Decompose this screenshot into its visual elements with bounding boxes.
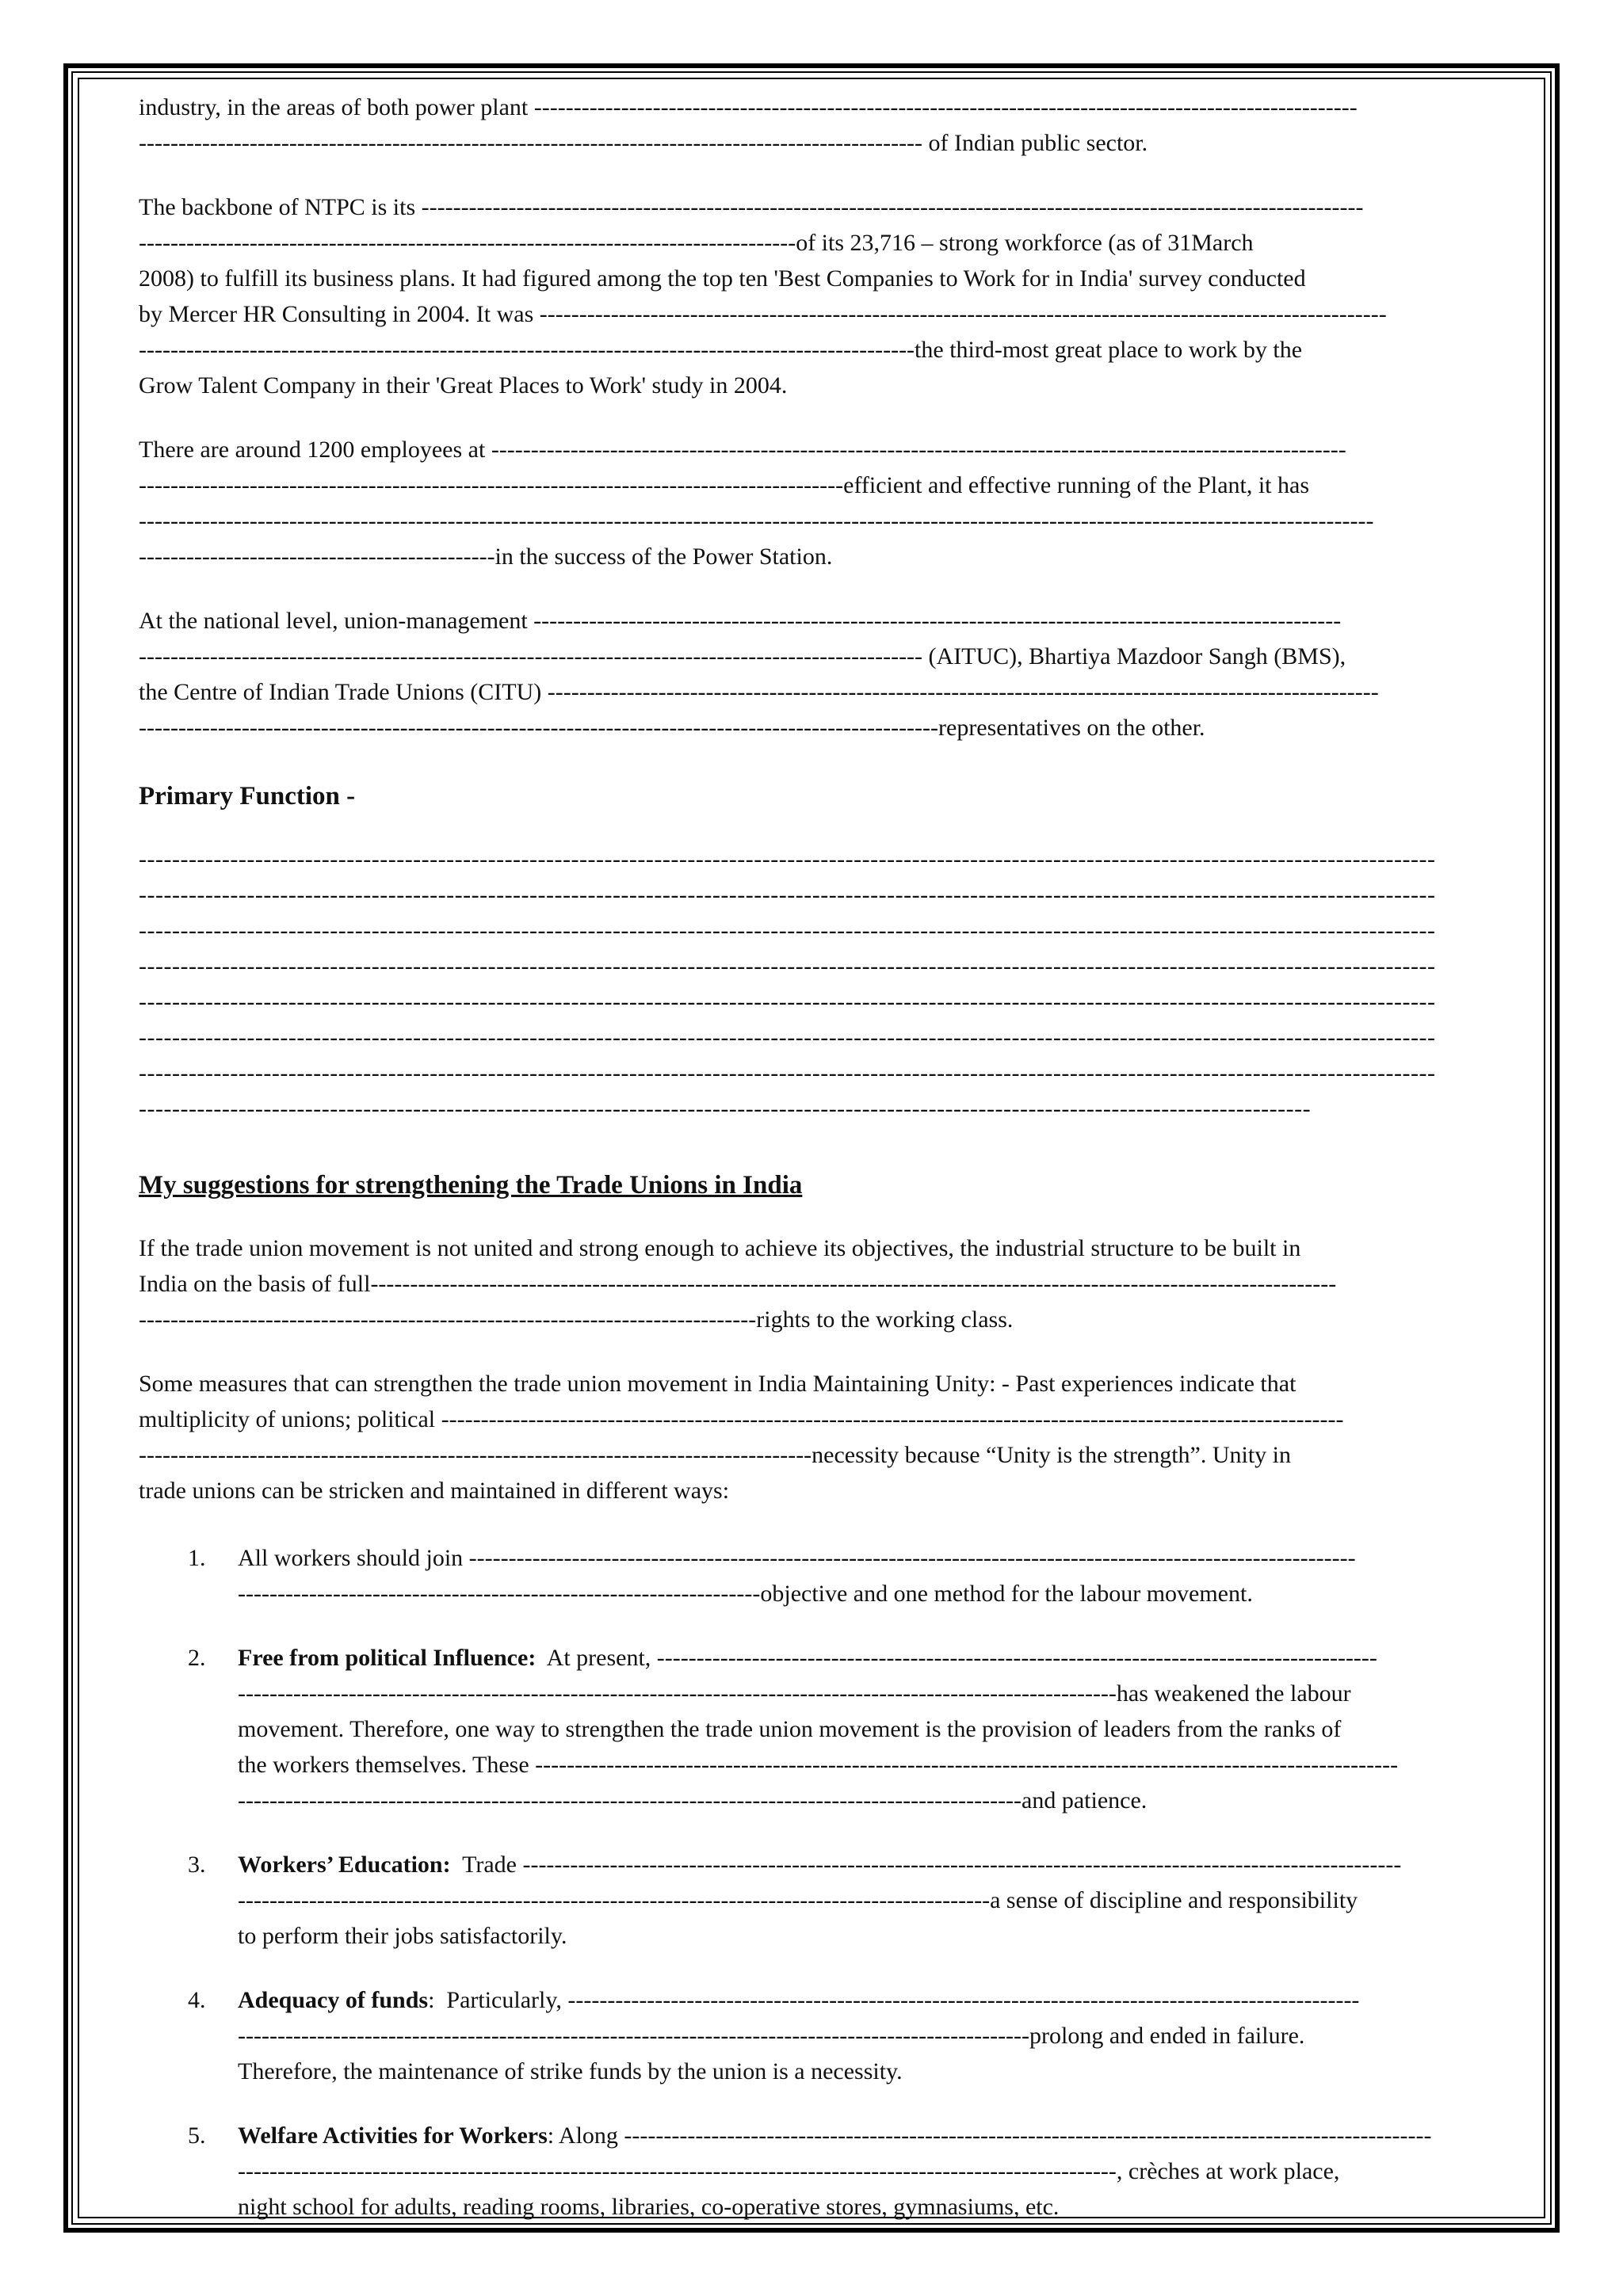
blank-line: ------------------------------------------------------------------------------------------------------------------------------------------------------------ (139, 953, 1436, 979)
text-line: the Centre of Indian Trade Unions (CITU) --------------------------------------------------------------------------------------------------------- (139, 679, 1379, 705)
text-line: -----------------------------------------------------------------------------------------------a sense of discipline and responsibility (238, 1887, 1358, 1913)
text-line: ---------------------------------------------------------------------------------------------------------------, crèches at work place, (238, 2158, 1340, 2184)
list-item-term: Free from political Influence: (238, 1645, 537, 1671)
suggestions-heading: My suggestions for strengthening the Trade Unions in India (139, 1171, 803, 1199)
suggestions-list (139, 1540, 1516, 2225)
text-line: trade unions can be stricken and maintained in different ways: (139, 1478, 730, 1504)
text-line: the workers themselves. These ------------------------------------------------------------------------------------------------------------- (238, 1752, 1399, 1778)
text-line: India on the basis of full-------------------------------------------------------------------------------------------------------------------------- (139, 1271, 1337, 1297)
text-line: At the national level, union-management ------------------------------------------------------------------------------------------------------ (139, 608, 1342, 634)
text-line: to perform their jobs satisfactorily. (238, 1923, 567, 1949)
blank-line: --------------------------------------------------------------------------------------------------------------------------------------------- (139, 1096, 1312, 1122)
text-line: -----------------------------------------------------------------------------------------------------representatives on the other. (139, 715, 1205, 741)
text-line: Some measures that can strengthen the trade union movement in India Maintaining Unity: - Past experiences indicate that (139, 1371, 1296, 1397)
text-line: -----------------------------------------------------------------------------------------efficient and effective running of the Plant, it has (139, 472, 1310, 498)
text-line (238, 1982, 1516, 2018)
text-line: --------------------------------------------------------------------------------------------------- of Indian public sector. (139, 130, 1148, 156)
list-item-term: Adequacy of funds (238, 1987, 429, 2013)
text-segment: : Along ------------------------------------------------------------------------------------------------------ (547, 2122, 1432, 2149)
text-line: ---------------------------------------------in the success of the Power Station. (139, 543, 833, 570)
text-line: movement. Therefore, one way to strengthen the trade union movement is the provision of leaders from the ranks of (238, 1716, 1342, 1742)
text-line: ------------------------------------------------------------------------------------------------------------------------------------------------------------ (139, 508, 1374, 534)
text-line: ----------------------------------------------------------------------------------------------------prolong and ended in failure. (238, 2023, 1305, 2049)
paragraph-measures (139, 1366, 1516, 1508)
paragraph-backbone (139, 189, 1516, 403)
text-line: industry, in the areas of both power plant -------------------------------------------------------------------------------------------------------- (139, 94, 1358, 120)
list-item (139, 2118, 1516, 2225)
list-item (139, 1982, 1516, 2089)
text-line (238, 1640, 1516, 1676)
text-line: ------------------------------------------------------------------objective and one method for the labour movement. (238, 1581, 1253, 1607)
blank-line: ------------------------------------------------------------------------------------------------------------------------------------------------------------ (139, 989, 1436, 1015)
text-line: ---------------------------------------------------------------------------------------------------------------has weakened the labour (238, 1680, 1351, 1707)
list-item (139, 1847, 1516, 1954)
text-line: --------------------------------------------------------------------------------------------------- (AITUC), Bhartiya Mazdoor Sangh (BMS), (139, 643, 1346, 669)
text-line: -------------------------------------------------------------------------------------necessity because “Unity is the strength”. Unity in (139, 1442, 1292, 1468)
text-line: -----------------------------------------------------------------------------------of its 23,716 – strong workforce (as of 31March (139, 230, 1254, 256)
primary-function-heading: Primary Function - (139, 782, 356, 810)
text-segment: At present, ------------------------------------------------------------------------------------------- (536, 1645, 1377, 1671)
list-item (139, 1640, 1516, 1818)
text-line: The backbone of NTPC is its ----------------------------------------------------------------------------------------------------------------------- (139, 194, 1364, 220)
list-item-number: 1. (188, 1545, 206, 1571)
list-item-number: 2. (188, 1645, 206, 1671)
text-line: There are around 1200 employees at ------------------------------------------------------------------------------------------------------------ (139, 437, 1346, 463)
list-item-term: Welfare Activities for Workers (238, 2122, 548, 2149)
blank-line: ------------------------------------------------------------------------------------------------------------------------------------------------------------ (139, 882, 1436, 908)
blank-line: ------------------------------------------------------------------------------------------------------------------------------------------------------------ (139, 917, 1436, 944)
text-segment: Trade --------------------------------------------------------------------------------------------------------------- (450, 1852, 1402, 1878)
paragraph-employees (139, 432, 1516, 574)
list-item (139, 1540, 1516, 1611)
text-line (238, 1847, 1516, 1882)
list-item-term: Workers’ Education: (238, 1852, 451, 1878)
primary-function-blank-lines (139, 841, 1516, 1127)
text-line: Grow Talent Company in their 'Great Places to Work' study in 2004. (139, 372, 788, 399)
blank-line: ------------------------------------------------------------------------------------------------------------------------------------------------------------ (139, 846, 1436, 872)
text-line: If the trade union movement is not united and strong enough to achieve its objectives, the industrial structure to be built in (139, 1235, 1301, 1261)
text-line: 2008) to fulfill its business plans. It had figured among the top ten 'Best Companies to Work for in India' survey conducted (139, 265, 1306, 292)
paragraph-industry (139, 90, 1516, 161)
text-line: Therefore, the maintenance of strike funds by the union is a necessity. (238, 2058, 903, 2084)
paragraph-trade-union-movement (139, 1230, 1516, 1337)
text-line: All workers should join ---------------------------------------------------------------------------------------------------------------- (238, 1545, 1356, 1571)
list-item-number: 4. (188, 1987, 206, 2013)
text-line: --------------------------------------------------------------------------------------------------the third-most great place to work by the (139, 337, 1303, 363)
paragraph-national-level (139, 603, 1516, 746)
text-line: by Mercer HR Consulting in 2004. It was ----------------------------------------------------------------------------------------------------------- (139, 301, 1387, 327)
document-body (139, 90, 1516, 2253)
text-line: night school for adults, reading rooms, libraries, co-operative stores, gymnasiums, etc. (238, 2194, 1060, 2220)
text-segment: : Particularly, ---------------------------------------------------------------------------------------------------- (428, 1987, 1360, 2013)
list-item-number: 3. (188, 1852, 206, 1878)
text-line: ------------------------------------------------------------------------------rights to the working class. (139, 1306, 1014, 1333)
text-line (238, 2118, 1516, 2153)
text-line: ---------------------------------------------------------------------------------------------------and patience. (238, 1787, 1148, 1814)
blank-line: ------------------------------------------------------------------------------------------------------------------------------------------------------------ (139, 1060, 1436, 1086)
text-line: multiplicity of unions; political ------------------------------------------------------------------------------------------------------------------ (139, 1406, 1344, 1432)
blank-line: ------------------------------------------------------------------------------------------------------------------------------------------------------------ (139, 1024, 1436, 1051)
list-item-number: 5. (188, 2122, 206, 2149)
